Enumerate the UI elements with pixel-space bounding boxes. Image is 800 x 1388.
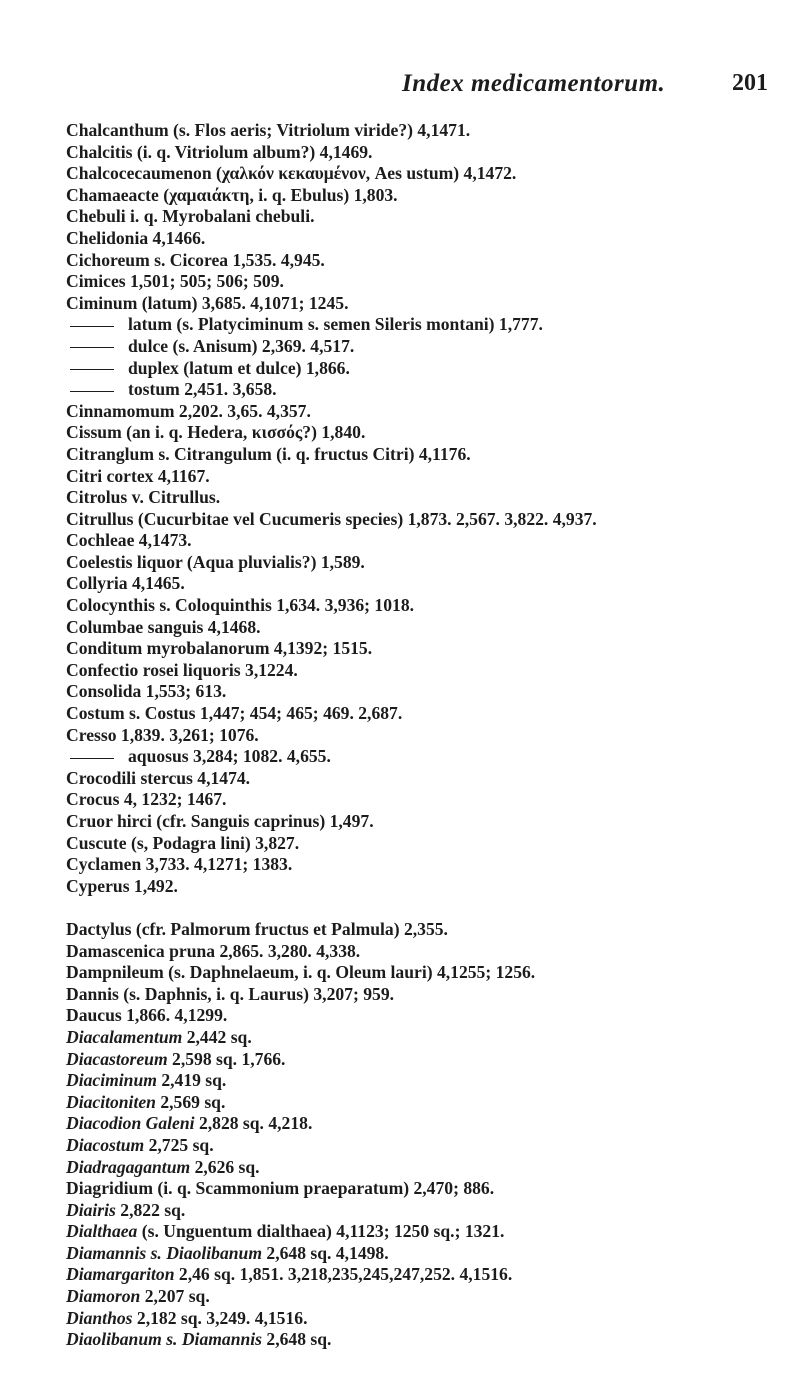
index-entry: [66, 185, 786, 207]
entry-term: Diamargariton: [66, 1264, 175, 1285]
ditto-dash: [70, 347, 114, 348]
index-entry: [66, 401, 786, 423]
index-entry: [66, 271, 786, 293]
entry-text: Colocynthis s. Coloquinthis 1,634. 3,936; 1018.: [66, 595, 415, 616]
entry-term: Diacastoreum: [66, 1048, 168, 1069]
entry-text: Chalcanthum (s. Flos aeris; Vitriolum viride?) 4,1471.: [66, 120, 471, 140]
index-entry: [66, 876, 786, 898]
entry-term: Diacitoniten: [66, 1091, 156, 1112]
index-entry: [66, 919, 786, 941]
entry-text: Chalcocecaumenon (χαλκόν κεκαυμένον, Aes ustum) 4,1472.: [66, 163, 517, 184]
entry-references: 2,419 sq.: [156, 1070, 227, 1091]
entry-text: Cuscute (s, Podagra lini) 3,827.: [66, 832, 300, 853]
index-entry: [66, 422, 786, 444]
index-entry: [66, 1135, 786, 1157]
entry-term: Diacalamentum: [66, 1026, 183, 1047]
section-gap: [66, 897, 786, 919]
running-title: Index medicamentorum.: [402, 70, 666, 97]
index-entry: [66, 530, 786, 552]
ditto-dash: [70, 758, 114, 759]
entry-text: Dannis (s. Daphnis, i. q. Laurus) 3,207; 959.: [66, 983, 395, 1004]
entry-text: Crocodili stercus 4,1474.: [66, 767, 251, 788]
entry-term: Diacostum: [66, 1134, 145, 1155]
index-entry: [66, 638, 786, 660]
index-entry: [66, 1113, 786, 1135]
index-entry: [66, 984, 786, 1006]
entry-term: Diadragagantum: [66, 1156, 191, 1177]
entry-text: Chebuli i. q. Myrobalani chebuli.: [66, 206, 315, 227]
entry-text: Confectio rosei liquoris 3,1224.: [66, 659, 298, 680]
entry-text: latum (s. Platyciminum s. semen Sileris montani) 1,777.: [128, 314, 543, 335]
index-entry: [66, 293, 786, 315]
entry-references: 2,828 sq. 4,218.: [194, 1113, 313, 1134]
entry-text: Cissum (an i. q. Hedera, κισσός?) 1,840.: [66, 422, 366, 443]
entry-text: Collyria 4,1465.: [66, 573, 185, 594]
index-entry: [66, 833, 786, 855]
entry-text: Chalcitis (i. q. Vitriolum album?) 4,1469.: [66, 141, 373, 162]
index-entry: [66, 444, 786, 466]
index-entry: [66, 120, 786, 142]
entry-references: 2,569 sq.: [155, 1091, 226, 1112]
index-subentry: [66, 336, 786, 358]
entry-references: 2,207 sq.: [140, 1286, 210, 1307]
index-entry: [66, 206, 786, 228]
entry-references: 2,648 sq.: [262, 1329, 332, 1350]
entry-text: Cimices 1,501; 505; 506; 509.: [66, 271, 284, 292]
index-body: [66, 120, 786, 1351]
index-entry: [66, 854, 786, 876]
entry-text: Conditum myrobalanorum 4,1392; 1515.: [66, 638, 373, 659]
page-number: 201: [732, 70, 768, 96]
index-entry: [66, 1308, 786, 1330]
entry-term: Dianthos: [66, 1307, 133, 1328]
index-entry: [66, 1243, 786, 1265]
entry-references: 2,182 sq. 3,249. 4,1516.: [132, 1307, 308, 1328]
entry-term: Dialthaea: [66, 1221, 138, 1242]
entry-references: 2,626 sq.: [190, 1156, 260, 1177]
entry-term: Diaciminum: [66, 1070, 157, 1091]
index-entry: [66, 1049, 786, 1071]
entry-text: Cinnamomum 2,202. 3,65. 4,357.: [66, 400, 311, 421]
entry-text: Ciminum (latum) 3,685. 4,1071; 1245.: [66, 292, 349, 313]
entry-text: Daucus 1,866. 4,1299.: [66, 1005, 228, 1026]
entry-text: Cochleae 4,1473.: [66, 530, 192, 551]
index-entry: [66, 1070, 786, 1092]
index-entry: [66, 1027, 786, 1049]
entry-term: Diairis: [66, 1199, 116, 1220]
index-entry: [66, 1005, 786, 1027]
entry-references: 2,46 sq. 1,851. 3,218,235,245,247,252. 4,1516.: [174, 1264, 513, 1285]
index-entry: [66, 811, 786, 833]
index-entry: [66, 962, 786, 984]
entry-text: Chamaeacte (χαμαιάκτη, i. q. Ebulus) 1,803.: [66, 184, 398, 205]
entry-text: Citrolus v. Citrullus.: [66, 487, 221, 508]
index-entry: [66, 573, 786, 595]
entry-text: duplex (latum et dulce) 1,866.: [128, 357, 350, 378]
index-entry: [66, 1178, 786, 1200]
index-entry: [66, 1286, 786, 1308]
index-entry: [66, 768, 786, 790]
index-entry: [66, 1221, 786, 1243]
entry-term: Diamannis s. Diaolibanum: [66, 1242, 263, 1263]
entry-text: Citri cortex 4,1167.: [66, 465, 210, 486]
index-entry: [66, 595, 786, 617]
entry-text: Chelidonia 4,1466.: [66, 227, 206, 248]
entry-text: Cichoreum s. Cicorea 1,535. 4,945.: [66, 249, 325, 270]
index-entry: [66, 660, 786, 682]
entry-text: Citrullus (Cucurbitae vel Cucumeris species) 1,873. 2,567. 3,822. 4,937.: [66, 508, 597, 529]
entry-term: Diacodion Galeni: [66, 1113, 195, 1134]
index-entry: [66, 681, 786, 703]
index-section-d: [66, 919, 786, 1351]
index-entry: [66, 163, 786, 185]
entry-text: Costum s. Costus 1,447; 454; 465; 469. 2,687.: [66, 703, 403, 724]
entry-references: 2,442 sq.: [182, 1026, 252, 1047]
entry-references: 2,598 sq. 1,766.: [167, 1048, 286, 1069]
entry-references: 2,725 sq.: [144, 1134, 214, 1155]
entry-text: Cruor hirci (cfr. Sanguis caprinus) 1,497.: [66, 811, 374, 831]
entry-text: Cresso 1,839. 3,261; 1076.: [66, 724, 259, 745]
index-section-c: [66, 120, 786, 897]
ditto-dash: [70, 369, 114, 370]
index-entry: [66, 552, 786, 574]
entry-text: Dampnileum (s. Daphnelaeum, i. q. Oleum lauri) 4,1255; 1256.: [66, 962, 536, 983]
index-entry: [66, 1264, 786, 1286]
ditto-dash: [70, 391, 114, 392]
index-entry: [66, 487, 786, 509]
index-entry: [66, 725, 786, 747]
entry-text: Cyclamen 3,733. 4,1271; 1383.: [66, 854, 293, 875]
ditto-dash: [70, 326, 114, 327]
entry-text: Diagridium (i. q. Scammonium praeparatum) 2,470; 886.: [66, 1178, 495, 1199]
entry-text: Crocus 4, 1232; 1467.: [66, 789, 227, 810]
entry-text: Citranglum s. Citrangulum (i. q. fructus Citri) 4,1176.: [66, 443, 471, 464]
index-subentry: [66, 314, 786, 336]
index-subentry: [66, 358, 786, 380]
running-head: [0, 70, 800, 102]
entry-term: Diaolibanum s. Diamannis: [66, 1329, 263, 1350]
index-entry: [66, 1092, 786, 1114]
entry-text: aquosus 3,284; 1082. 4,655.: [128, 746, 331, 767]
entry-text: Consolida 1,553; 613.: [66, 681, 227, 702]
entry-text: tostum 2,451. 3,658.: [128, 379, 277, 400]
index-entry: [66, 1329, 786, 1351]
entry-text: Coelestis liquor (Aqua pluvialis?) 1,589.: [66, 551, 365, 572]
entry-text: Cyperus 1,492.: [66, 875, 178, 896]
entry-term: Diamoron: [66, 1286, 141, 1307]
index-entry: [66, 250, 786, 272]
entry-text: Damascenica pruna 2,865. 3,280. 4,338.: [66, 940, 361, 961]
entry-references: 2,648 sq. 4,1498.: [262, 1242, 389, 1263]
entry-references: (s. Unguentum dialthaea) 4,1123; 1250 sq.; 1321.: [137, 1221, 505, 1242]
index-entry: [66, 789, 786, 811]
index-entry: [66, 617, 786, 639]
index-entry: [66, 509, 786, 531]
index-entry: [66, 466, 786, 488]
entry-text: Columbae sanguis 4,1468.: [66, 616, 261, 637]
index-subentry: [66, 379, 786, 401]
index-entry: [66, 1200, 786, 1222]
index-entry: [66, 1157, 786, 1179]
index-subentry: [66, 746, 786, 768]
entry-references: 2,822 sq.: [115, 1199, 186, 1220]
index-entry: [66, 703, 786, 725]
index-entry: [66, 941, 786, 963]
entry-text: dulce (s. Anisum) 2,369. 4,517.: [128, 335, 355, 356]
index-entry: [66, 228, 786, 250]
entry-text: Dactylus (cfr. Palmorum fructus et Palmula) 2,355.: [66, 918, 448, 939]
index-entry: [66, 142, 786, 164]
